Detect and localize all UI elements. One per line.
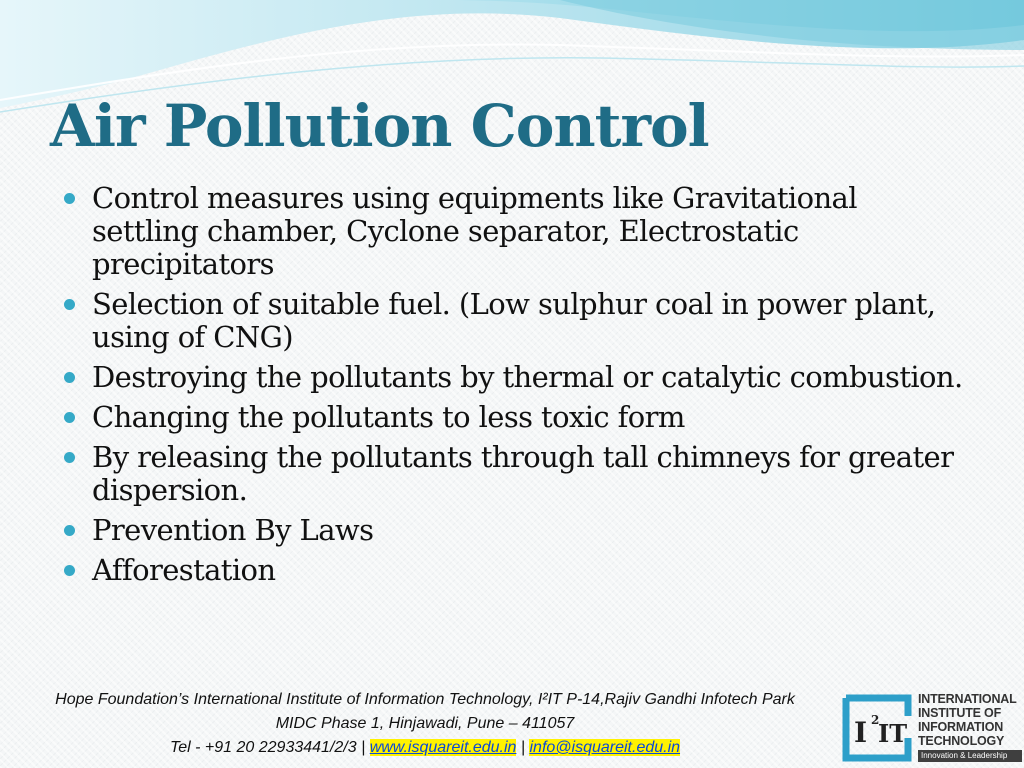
logo-mark-i: I [854,716,868,749]
website-link[interactable]: www.isquareit.edu.in [369,739,517,756]
bullet-text: Control measures using equipments like Gravitational settling chamber, Cyclone separator, Electrostatic precipitators [92,181,857,281]
bullet-text: Changing the pollutants to less toxic form [92,400,685,434]
bullet-dot-icon [64,299,75,310]
bullet-text: By releasing the pollutants through tall chimneys for greater dispersion. [92,440,954,507]
footer-line-address: MIDC Phase 1, Hinjawadi, Pune – 411057 [275,715,575,732]
bullet-item [62,514,967,547]
bullet-text: Destroying the pollutants by thermal or catalytic combustion. [92,360,963,394]
bullet-dot-icon [64,525,75,536]
bullet-item [62,182,967,281]
logo-name-line: INSTITUTE OF [918,706,1002,720]
bullet-dot-icon [64,412,75,423]
bullet-dot-icon [64,565,75,576]
i2it-logo-mark [842,694,912,762]
logo-name-line: TECHNOLOGY [918,734,1005,748]
bullet-dot-icon [64,452,75,463]
institute-logo [842,692,1022,764]
logo-name [918,692,1022,748]
bullet-item [62,288,967,354]
slide-title: Air Pollution Control [50,92,709,160]
bullet-dot-icon [64,193,75,204]
bullet-item [62,401,967,434]
footer-address [30,688,820,760]
footer-separator: | [516,739,530,756]
logo-mark-it: IT [878,719,908,748]
footer-phone: Tel - +91 20 22933441/2/3 | [169,739,370,756]
bullet-item [62,554,967,587]
footer-line-institute: Hope Foundation’s International Institute of Information Technology, I²IT P-14,Rajiv Gandhi Infotech Park [55,691,795,708]
logo-mark-sup: 2 [871,713,880,727]
bullet-text: Afforestation [92,553,276,587]
bullet-text: Prevention By Laws [92,513,374,547]
email-link[interactable]: info@isquareit.edu.in [529,739,681,756]
footer-line-contact [30,736,820,760]
bullet-list [62,182,967,594]
bullet-item [62,361,967,394]
logo-name-line: INFORMATION [918,720,1004,734]
bullet-dot-icon [64,372,75,383]
bullet-text: Selection of suitable fuel. (Low sulphur coal in power plant, using of CNG) [92,287,936,354]
logo-tagline: Innovation & Leadership [918,750,1022,762]
bullet-item [62,441,967,507]
logo-name-line: INTERNATIONAL [918,692,1017,706]
